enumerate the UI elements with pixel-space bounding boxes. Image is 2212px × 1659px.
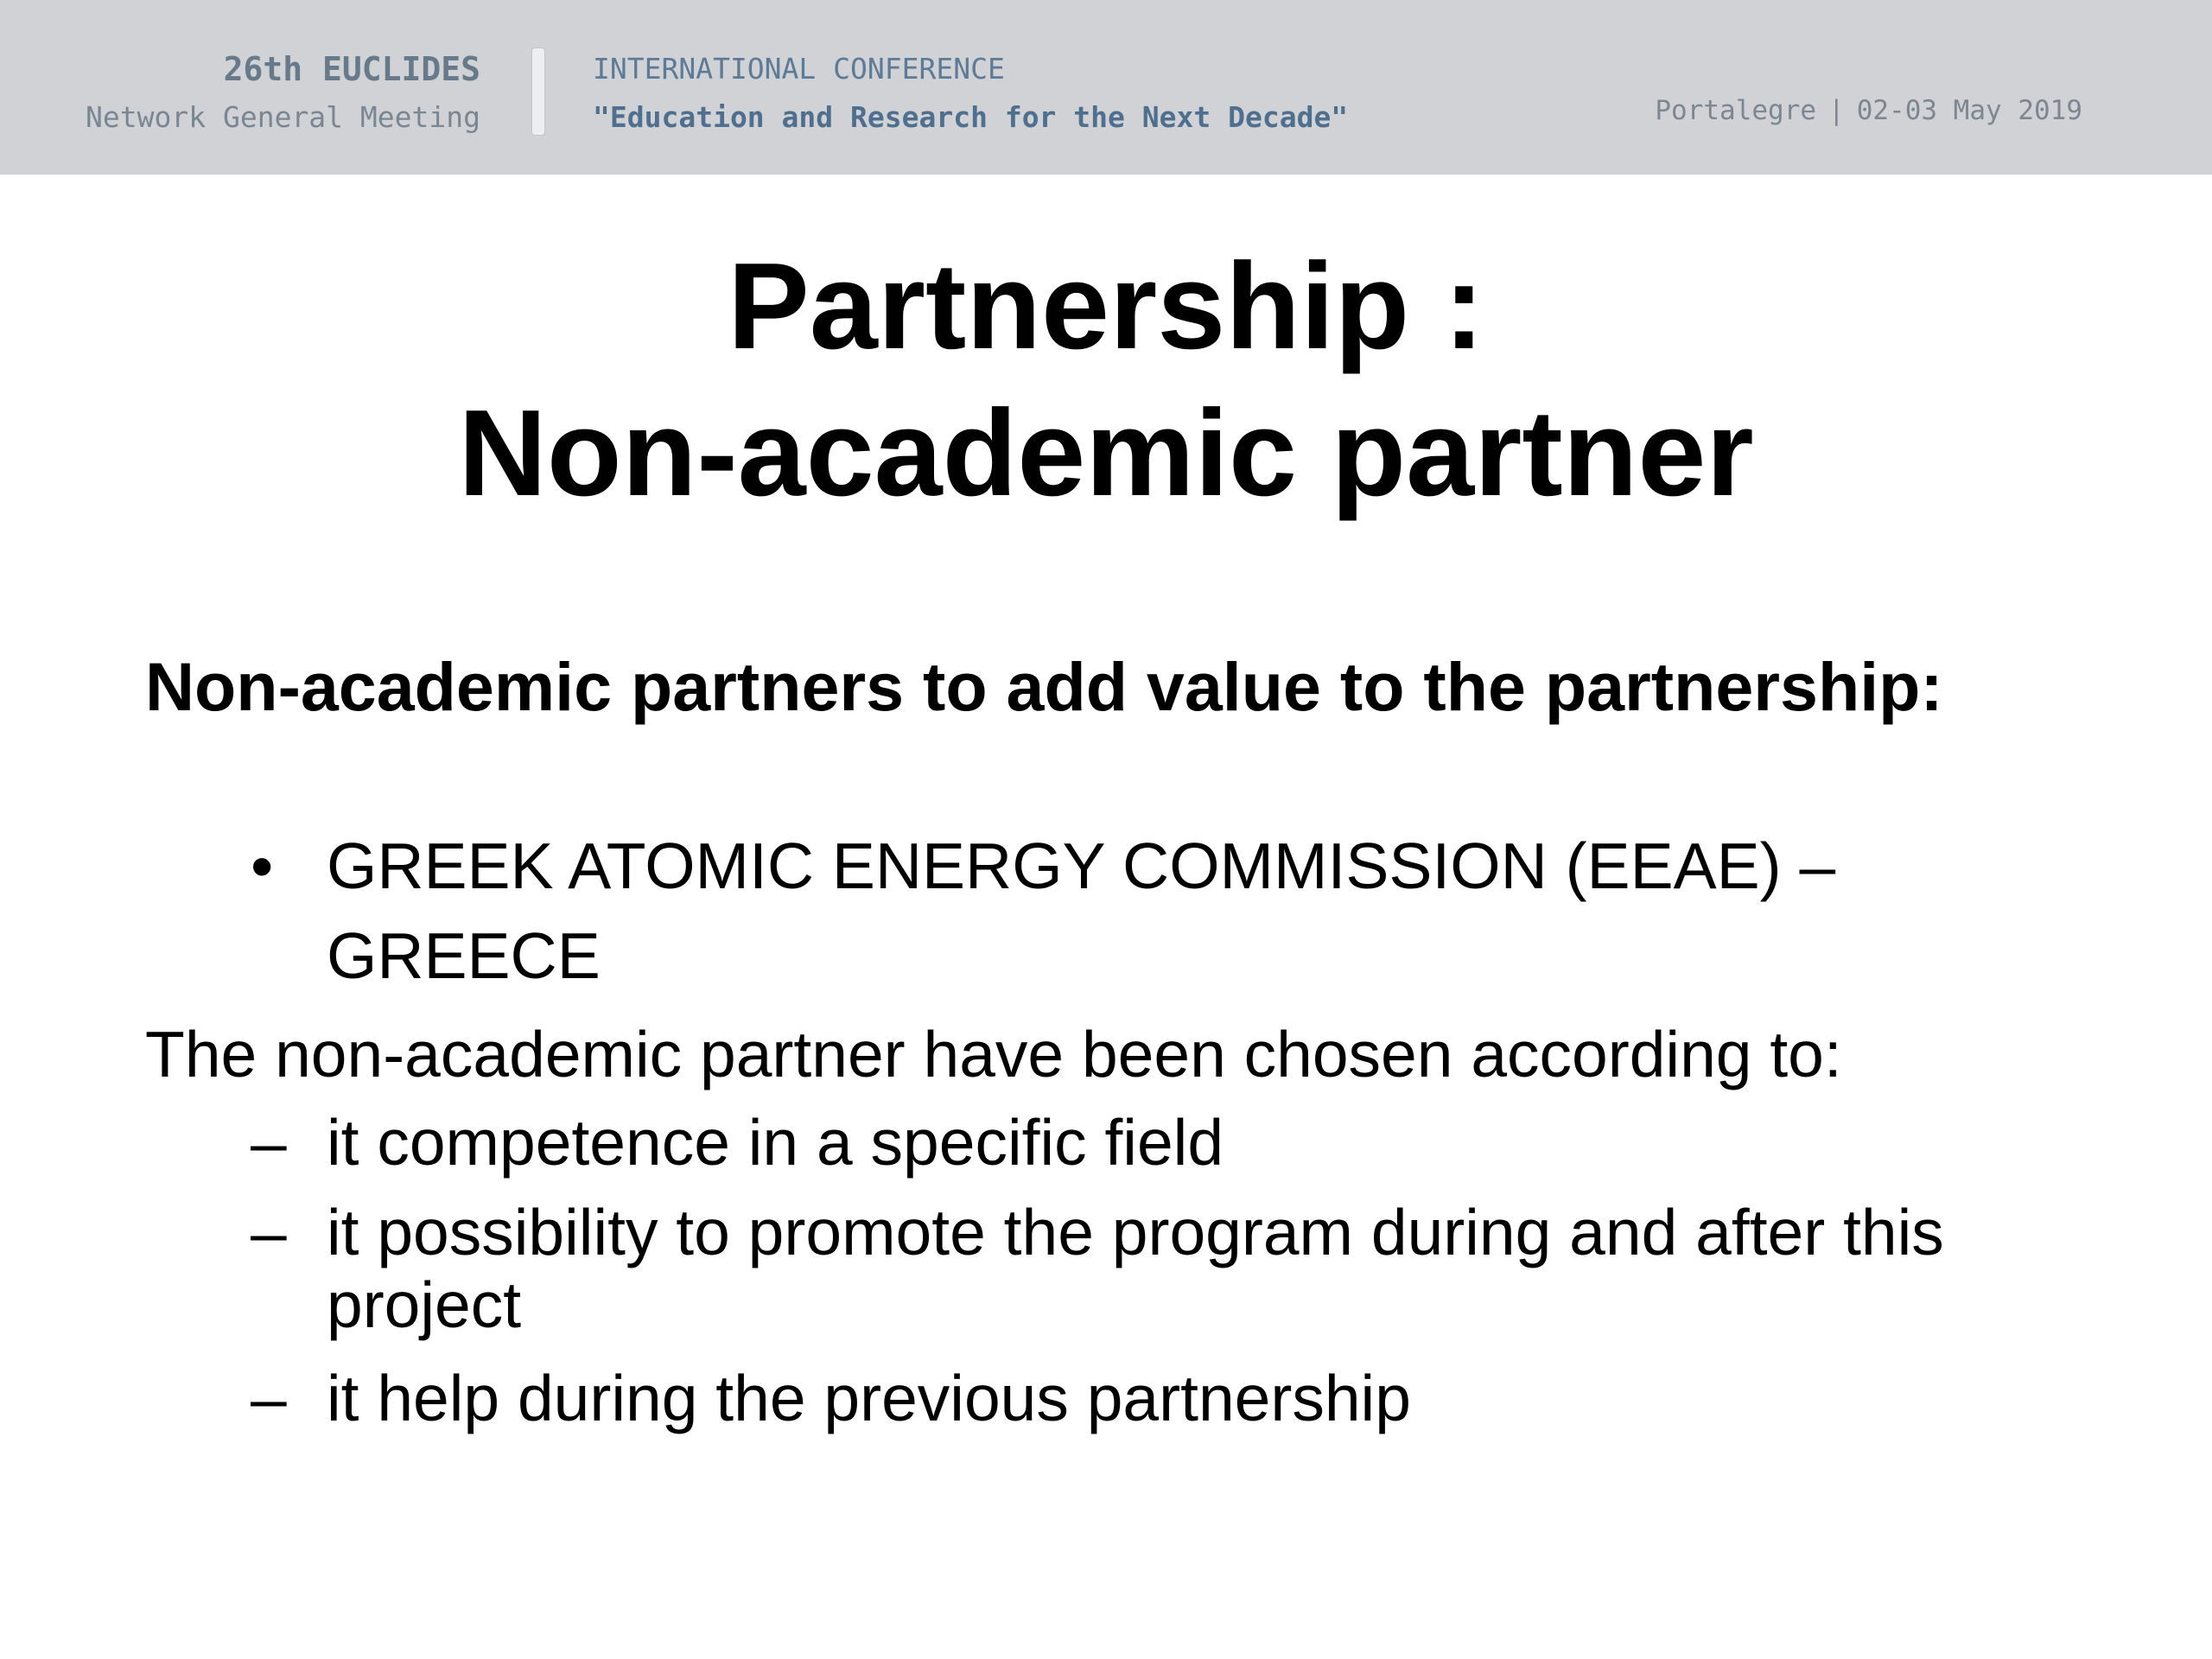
conference-type: INTERNATIONAL CONFERENCE [593, 52, 1005, 86]
criteria-item-promotion: it possibility to promote the program during and after this project [327, 1196, 1944, 1341]
venue-location: Portalegre [1655, 95, 1817, 126]
criteria-intro: The non-academic partner have been chosen according to: [145, 1018, 1842, 1090]
header-divider [532, 48, 544, 135]
slide-title [0, 233, 2212, 527]
criteria-dash-marker: – [251, 1106, 287, 1179]
euclides-edition: 26th EUCLIDES [223, 50, 480, 88]
partner-list-item: GREEK ATOMIC ENERGY COMMISSION (EEAE) – GREECE [327, 830, 1836, 992]
criteria-item-competence: it competence in a specific field [327, 1106, 1224, 1179]
criteria-dash-marker: – [251, 1196, 287, 1268]
venue-separator: | [1828, 95, 1845, 126]
conference-dates: 02-03 May 2019 [1856, 95, 2082, 126]
criteria-dash-marker: – [251, 1362, 287, 1434]
bullet-marker: • [251, 830, 274, 902]
conference-theme: "Education and Research for the Next Decade" [593, 100, 1349, 134]
venue-and-dates [1655, 95, 2082, 126]
slide-title-line-1: Partnership : [728, 238, 1484, 375]
conference-label [593, 45, 1348, 142]
conference-header-band [0, 0, 2212, 175]
criteria-item-previous-help: it help during the previous partnership [327, 1362, 1411, 1434]
slide-title-line-2: Non-academic partner [458, 385, 1754, 522]
slide-subheading: Non-academic partners to add value to the partnership: [145, 648, 1943, 725]
meeting-name: Network General Meeting [86, 100, 480, 134]
network-meeting-label [86, 45, 480, 142]
